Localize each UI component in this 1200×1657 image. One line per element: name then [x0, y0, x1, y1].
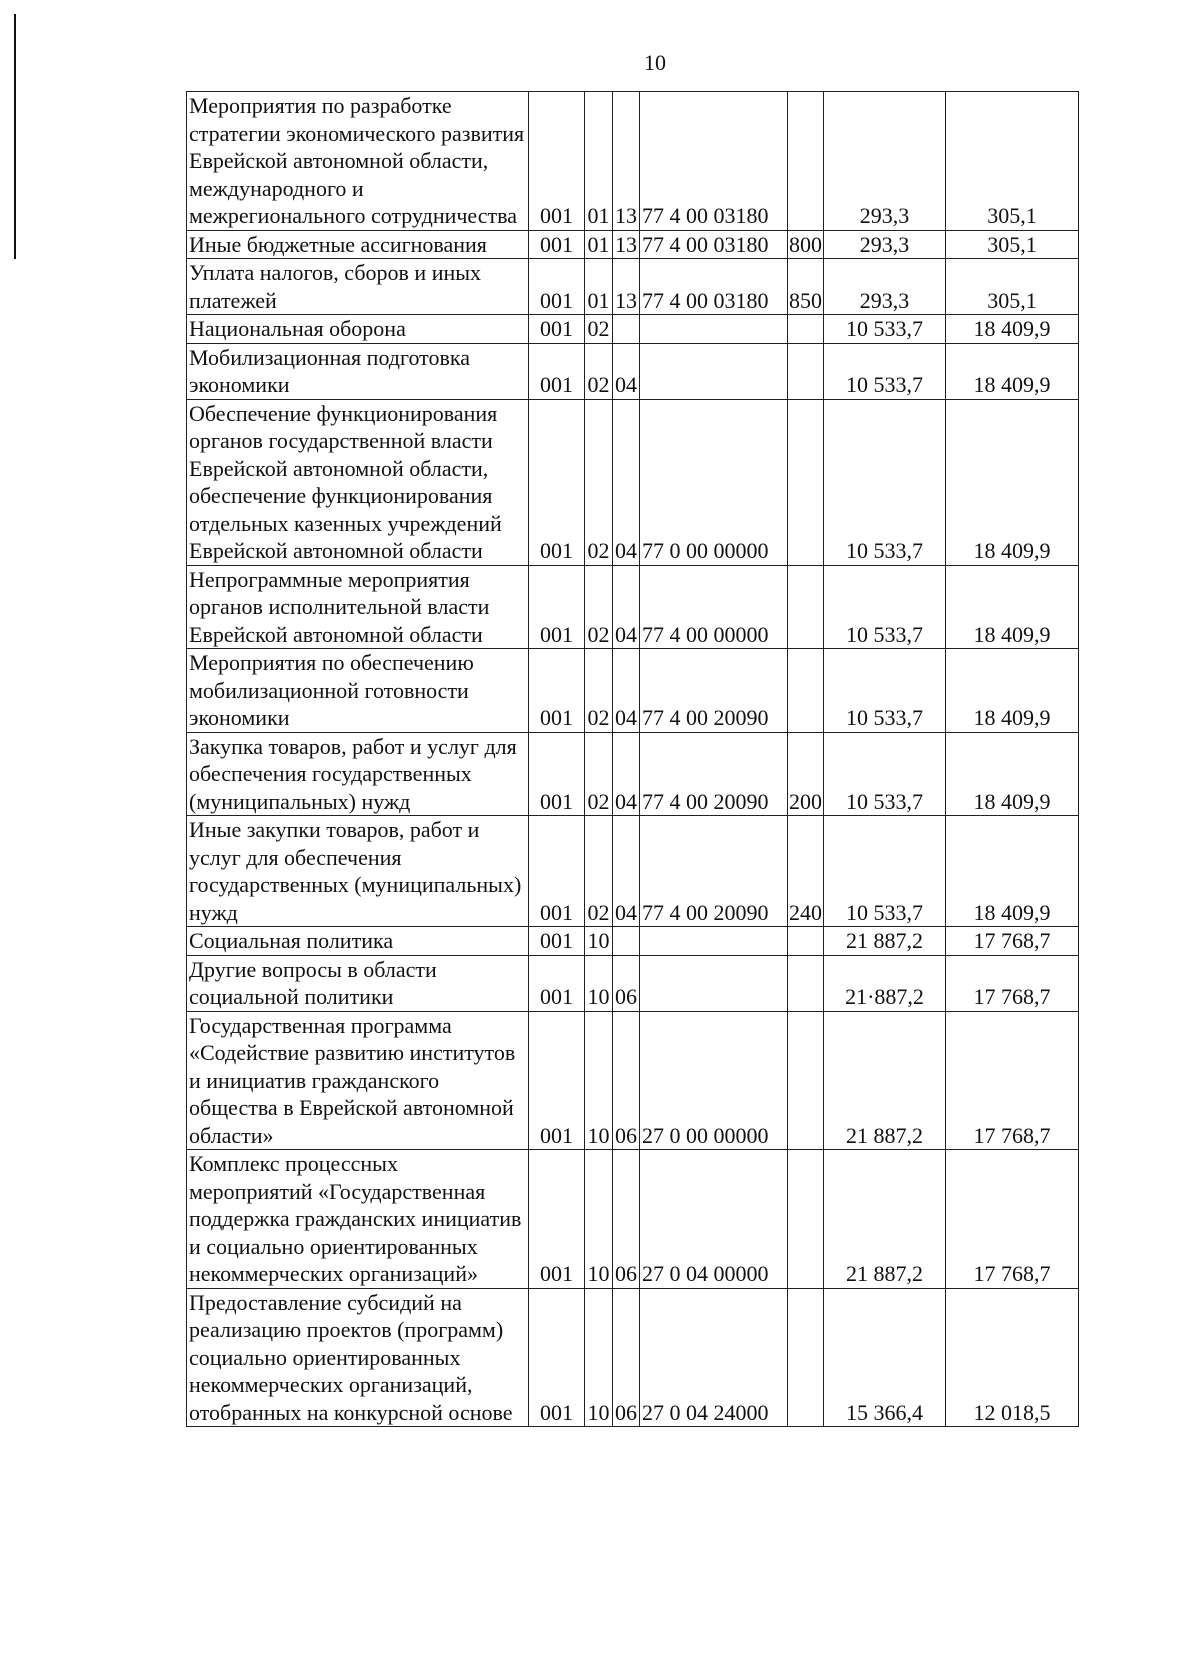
amount-year-1: 21 887,2: [824, 1150, 946, 1289]
amount-year-1: 10 533,7: [824, 399, 946, 565]
subsection-code: [613, 927, 640, 956]
subsection-code: 04: [613, 816, 640, 927]
target-article-code: 77 4 00 20090: [640, 732, 788, 816]
section-code: 02: [585, 565, 613, 649]
subsection-code: 04: [613, 732, 640, 816]
amount-year-2: 17 768,7: [946, 955, 1079, 1011]
subsection-code: 04: [613, 565, 640, 649]
amount-year-2: 18 409,9: [946, 399, 1079, 565]
admin-code: 001: [529, 315, 585, 344]
row-name: Непрограммные мероприятия органов исполнительной власти Еврейской автономной области: [187, 565, 529, 649]
subsection-code: 06: [613, 1011, 640, 1150]
subsection-code: 13: [613, 92, 640, 231]
amount-year-1: 293,3: [824, 230, 946, 259]
amount-year-1: 15 366,4: [824, 1288, 946, 1427]
section-code: 02: [585, 343, 613, 399]
target-article-code: 27 0 04 00000: [640, 1150, 788, 1289]
target-article-code: 77 4 00 20090: [640, 649, 788, 733]
row-name: Предоставление субсидий на реализацию проектов (программ) социально ориентированных некоммерческих организаций, отобранных на конкурсной основе: [187, 1288, 529, 1427]
table-row: [187, 565, 1079, 649]
expense-type-code: [788, 565, 824, 649]
table-row: [187, 1288, 1079, 1427]
section-code: 10: [585, 927, 613, 956]
expense-type-code: [788, 1011, 824, 1150]
row-name: Социальная политика: [187, 927, 529, 956]
amount-year-1: 21 887,2: [824, 1011, 946, 1150]
table-row: [187, 649, 1079, 733]
expense-type-code: [788, 649, 824, 733]
section-code: 10: [585, 1150, 613, 1289]
target-article-code: 77 4 00 03180: [640, 230, 788, 259]
target-article-code: [640, 927, 788, 956]
amount-year-1: 10 533,7: [824, 565, 946, 649]
row-name: Обеспечение функционирования органов государственной власти Еврейской автономной области, обеспечение функционирования отдельных казенных учреждений Еврейской автономной области: [187, 399, 529, 565]
subsection-code: 04: [613, 649, 640, 733]
amount-year-1: 293,3: [824, 259, 946, 315]
target-article-code: 77 4 00 00000: [640, 565, 788, 649]
row-name: Мероприятия по разработке стратегии экономического развития Еврейской автономной области, международного и межрегионального сотрудничества: [187, 92, 529, 231]
expense-type-code: [788, 92, 824, 231]
subsection-code: 04: [613, 343, 640, 399]
target-article-code: 27 0 04 24000: [640, 1288, 788, 1427]
table-row: [187, 732, 1079, 816]
admin-code: 001: [529, 649, 585, 733]
admin-code: 001: [529, 230, 585, 259]
amount-year-1: 10 533,7: [824, 649, 946, 733]
subsection-code: 04: [613, 399, 640, 565]
admin-code: 001: [529, 565, 585, 649]
row-name: Мобилизационная подготовка экономики: [187, 343, 529, 399]
target-article-code: 77 4 00 03180: [640, 92, 788, 231]
amount-year-2: 18 409,9: [946, 343, 1079, 399]
amount-year-2: 18 409,9: [946, 732, 1079, 816]
expense-type-code: [788, 1288, 824, 1427]
amount-year-1: 21·887,2: [824, 955, 946, 1011]
admin-code: 001: [529, 732, 585, 816]
admin-code: 001: [529, 92, 585, 231]
section-code: 01: [585, 92, 613, 231]
expense-type-code: [788, 315, 824, 344]
expense-type-code: [788, 399, 824, 565]
section-code: 01: [585, 230, 613, 259]
expense-type-code: [788, 1150, 824, 1289]
amount-year-2: 17 768,7: [946, 1150, 1079, 1289]
amount-year-2: 17 768,7: [946, 927, 1079, 956]
expense-type-code: [788, 955, 824, 1011]
section-code: 02: [585, 649, 613, 733]
table-row: [187, 259, 1079, 315]
amount-year-1: 293,3: [824, 92, 946, 231]
admin-code: 001: [529, 816, 585, 927]
table-row: [187, 955, 1079, 1011]
admin-code: 001: [529, 399, 585, 565]
amount-year-2: 18 409,9: [946, 565, 1079, 649]
page-number: 10: [644, 50, 666, 75]
table-row: [187, 927, 1079, 956]
target-article-code: 77 0 00 00000: [640, 399, 788, 565]
subsection-code: 06: [613, 1150, 640, 1289]
admin-code: 001: [529, 343, 585, 399]
table-row: [187, 816, 1079, 927]
subsection-code: 06: [613, 1288, 640, 1427]
subsection-code: 13: [613, 259, 640, 315]
row-name: Закупка товаров, работ и услуг для обеспечения государственных (муниципальных) нужд: [187, 732, 529, 816]
admin-code: 001: [529, 259, 585, 315]
amount-year-2: 305,1: [946, 92, 1079, 231]
target-article-code: 77 4 00 20090: [640, 816, 788, 927]
table-row: [187, 92, 1079, 231]
row-name: Национальная оборона: [187, 315, 529, 344]
subsection-code: [613, 315, 640, 344]
table-row: [187, 230, 1079, 259]
row-name: Уплата налогов, сборов и иных платежей: [187, 259, 529, 315]
row-name: Иные закупки товаров, работ и услуг для обеспечения государственных (муниципальных) нужд: [187, 816, 529, 927]
amount-year-2: 305,1: [946, 230, 1079, 259]
section-code: 01: [585, 259, 613, 315]
target-article-code: [640, 955, 788, 1011]
expense-type-code: 240: [788, 816, 824, 927]
expense-type-code: [788, 927, 824, 956]
amount-year-2: 305,1: [946, 259, 1079, 315]
subsection-code: 13: [613, 230, 640, 259]
table-row: [187, 1150, 1079, 1289]
section-code: 02: [585, 732, 613, 816]
expense-type-code: 200: [788, 732, 824, 816]
row-name: Государственная программа «Содействие развитию институтов и инициатив гражданского общества в Еврейской автономной области»: [187, 1011, 529, 1150]
table-row: [187, 343, 1079, 399]
amount-year-2: 18 409,9: [946, 816, 1079, 927]
section-code: 02: [585, 399, 613, 565]
target-article-code: [640, 315, 788, 344]
row-name: Другие вопросы в области социальной политики: [187, 955, 529, 1011]
row-name: Комплекс процессных мероприятий «Государственная поддержка гражданских инициатив и социально ориентированных некоммерческих организаций»: [187, 1150, 529, 1289]
admin-code: 001: [529, 1288, 585, 1427]
admin-code: 001: [529, 955, 585, 1011]
subsection-code: 06: [613, 955, 640, 1011]
target-article-code: 77 4 00 03180: [640, 259, 788, 315]
amount-year-1: 10 533,7: [824, 816, 946, 927]
amount-year-1: 10 533,7: [824, 343, 946, 399]
table-body: [187, 92, 1079, 1427]
amount-year-1: 10 533,7: [824, 315, 946, 344]
table-row: [187, 1011, 1079, 1150]
amount-year-2: 12 018,5: [946, 1288, 1079, 1427]
expense-type-code: [788, 343, 824, 399]
admin-code: 001: [529, 1150, 585, 1289]
amount-year-1: 21 887,2: [824, 927, 946, 956]
admin-code: 001: [529, 927, 585, 956]
row-name: Мероприятия по обеспечению мобилизационной готовности экономики: [187, 649, 529, 733]
target-article-code: 27 0 00 00000: [640, 1011, 788, 1150]
amount-year-1: 10 533,7: [824, 732, 946, 816]
row-name: Иные бюджетные ассигнования: [187, 230, 529, 259]
section-code: 02: [585, 816, 613, 927]
section-code: 10: [585, 1011, 613, 1150]
section-code: 02: [585, 315, 613, 344]
section-code: 10: [585, 1288, 613, 1427]
amount-year-2: 18 409,9: [946, 649, 1079, 733]
expense-type-code: 850: [788, 259, 824, 315]
expense-type-code: 800: [789, 231, 822, 257]
budget-table: [186, 91, 1079, 1427]
amount-year-2: 18 409,9: [946, 315, 1079, 344]
target-article-code: [640, 343, 788, 399]
table-row: [187, 315, 1079, 344]
table-row: [187, 399, 1079, 565]
section-code: 10: [585, 955, 613, 1011]
amount-year-2: 17 768,7: [946, 1011, 1079, 1150]
admin-code: 001: [529, 1011, 585, 1150]
